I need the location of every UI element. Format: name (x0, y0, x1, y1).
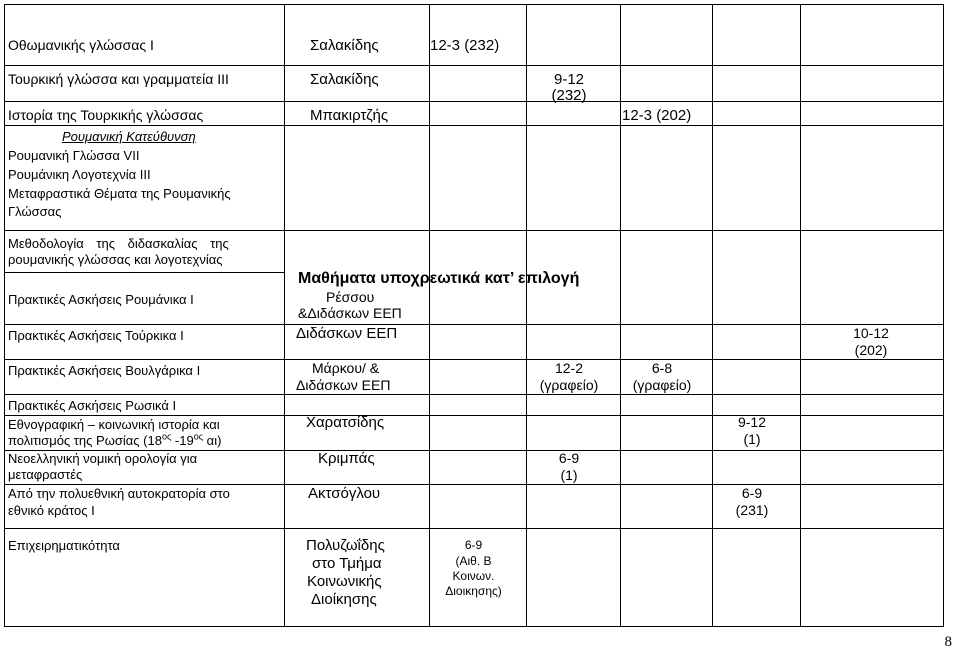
teacher-name: Διδάσκων ΕΕΠ (296, 377, 391, 393)
rule (4, 125, 944, 126)
course-name: Μεθοδολογία της διδασκαλίας της (8, 236, 229, 251)
course-name: Από την πολυεθνική αυτοκρατορία στο (8, 486, 230, 501)
rule (943, 4, 944, 627)
course-name: Πρακτικές Ασκήσεις Βουλγάρικα Ι (8, 363, 201, 378)
course-name: Ρουμανική Γλώσσα VII (8, 148, 140, 163)
rule (4, 230, 944, 231)
course-name: Πρακτικές Ασκήσεις Ρωσικά Ι (8, 398, 177, 413)
time-slot: 9-12 (553, 71, 585, 88)
rule (429, 4, 430, 627)
teacher-name: Κριμπάς (318, 450, 375, 467)
rule (800, 4, 801, 627)
teacher-name: Διοίκησης (311, 591, 377, 608)
time-slot: 10-12 (853, 325, 889, 341)
page-number: 8 (944, 634, 952, 650)
teacher-name: Ρέσσου (326, 289, 375, 305)
rule (284, 4, 285, 627)
rule (4, 626, 944, 627)
rule (620, 4, 621, 627)
room: (1) (560, 467, 578, 483)
teacher-name: Σαλακίδης (310, 71, 379, 88)
course-name: ρουμανικής γλώσσας και λογοτεχνίας (8, 252, 223, 267)
time-slot: 12-3 (202) (622, 107, 692, 124)
course-name: Νεοελληνική νομική ορολογία για (8, 451, 198, 466)
room: Κοινων. (452, 569, 495, 583)
time-slot: 9-12 (737, 414, 767, 430)
time-slot: 6-9 (464, 538, 483, 552)
teacher-name: Μπακιρτζής (310, 107, 389, 124)
rule (4, 65, 944, 66)
room: Διοικησης) (445, 584, 502, 598)
time-slot: 12-3 (232) (430, 37, 500, 54)
rule (4, 359, 944, 360)
course-name: Πρακτικές Ασκήσεις Τούρκικα Ι (8, 328, 184, 343)
rule (4, 4, 5, 627)
rule (4, 394, 944, 395)
teacher-name: Μάρκου/ & (312, 360, 380, 376)
room: (Αιθ. Β (455, 554, 492, 568)
time-slot: 6-9 (558, 450, 580, 466)
room: (1) (743, 431, 761, 447)
rule (4, 101, 944, 102)
rule (4, 272, 284, 273)
teacher-name: Κοινωνικής (307, 573, 382, 590)
course-name: Τουρκική γλώσσα και γραμματεία ΙΙΙ (8, 71, 229, 87)
schedule-table (4, 4, 944, 627)
rule (712, 4, 713, 627)
course-name: Ρουμάνικη Λογοτεχνία ΙΙΙ (8, 167, 151, 182)
course-name: εθνικό κράτος Ι (8, 503, 95, 518)
room: (202) (854, 342, 888, 358)
room: (γραφείο) (539, 377, 599, 393)
teacher-name: στο Τμήμα (312, 555, 382, 572)
room: (231) (735, 502, 769, 518)
teacher-name: &Διδάσκων ΕΕΠ (298, 305, 402, 321)
teacher-name: Πολυζωΐδης (306, 537, 385, 554)
direction-heading: Ρουμανική Κατεύθυνση (62, 129, 196, 144)
rule (4, 528, 944, 529)
teacher-name: Ακτσόγλου (308, 485, 381, 502)
teacher-name: Διδάσκων ΕΕΠ (296, 325, 398, 342)
time-slot: 6-9 (741, 485, 763, 501)
time-slot: 12-2 (554, 360, 584, 376)
course-name: Εθνογραφική – κοινωνική ιστορία και (8, 417, 220, 432)
teacher-name: Σαλακίδης (310, 37, 379, 54)
course-name: Ιστορία της Τουρκικής γλώσσας (8, 107, 204, 123)
section-title: Μαθήματα υποχρεωτικά κατ’ επιλογή (298, 270, 580, 287)
course-name: μεταφραστές (8, 467, 83, 482)
course-name: Πρακτικές Ασκήσεις Ρουμάνικα Ι (8, 292, 194, 307)
course-name: πολιτισμός της Ρωσίας ($18^{o\varsigma}$ $-19^{o\varsigma}$ αι) (8, 431, 222, 448)
course-name: Επιχειρηματικότητα (8, 538, 120, 553)
rule (4, 4, 944, 5)
teacher-name: Χαρατσίδης (306, 414, 385, 431)
course-name: Οθωμανικής γλώσσας Ι (8, 37, 154, 53)
room: (γραφείο) (632, 377, 692, 393)
course-name: Μεταφραστικά Θέματα της Ρουμανικής (8, 186, 231, 201)
time-slot: 6-8 (651, 360, 673, 376)
course-name: Γλώσσας (8, 204, 62, 219)
room: (232) (551, 87, 587, 104)
